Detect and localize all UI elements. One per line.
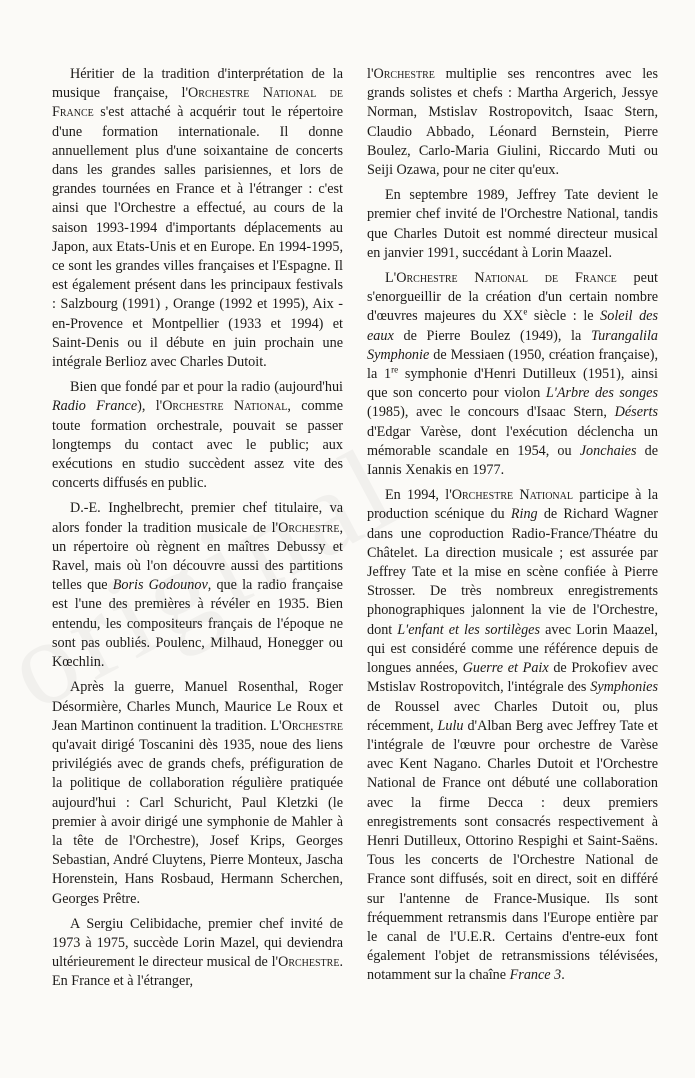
paragraph: En septembre 1989, Jeffrey Tate devient le premier chef invité de l'Orchestre National, tandis que Charles Dutoit est nommé directeur musical en janvier 1991, succédant à Lorin Maazel. [367, 187, 658, 261]
paragraph: A Sergiu Celibidache, premier chef invité de 1973 à 1975, succède Lorin Mazel, qui deviendra ultérieurement le directeur musical de l'Orchestre. En France et à l'étranger, [52, 915, 343, 990]
paragraph: L'Orchestre National de France peut s'enorgueillir de la création d'un certain nombre d'œuvres majeures du XXe siècle : le Soleil des eaux de Pierre Boulez (1949), la Turangalila Symphonie de Messiaen (1950, création française), la 1re symphonie d'Henri Dutilleux (1951), ainsi que son concerto pour violon L'Arbre des songes (1985), avec le concours d'Isaac Stern, Déserts d'Edgar Varèse, dont l'exécution déclencha un mémorable scandale en 1954, ou Jonchaies de Iannis Xenakis en 1977. [367, 270, 659, 479]
paragraph: Après la guerre, Manuel Rosenthal, Roger Désormière, Charles Munch, Maurice Le Roux et Jean Martinon continuent la tradition. L'Orchestre qu'avait dirigé Toscanini dès 1935, noue des liens privilégiés avec de grands chefs, préfiguration de la politique de collaboration régulière pratiquée aujourd'hui : Carl Schuricht, Paul Kletzki (le premier à avoir dirigé une symphonie de Mahler à la tête de l'Orchestre), Josef Krips, Georges Sebastian, André Cluytens, Pierre Monteux, Jascha Horenstein, Hans Rosbaud, Hermann Scherchen, Georges Prêtre. [52, 679, 343, 907]
right-column [367, 65, 658, 992]
paragraph: En 1994, l'Orchestre National participe à la production scénique du Ring de Richard Wagner dans une coproduction Radio-France/Théatre du Châtelet. La direction musicale ; est assurée par Jeffrey Tate et la mise en scène confiée à Pierre Strosser. De très nombreux enregistrements phonographiques jalonnent la vie de l'Orchestre, dont L'enfant et les sortilèges avec Lorin Maazel, qui est considéré comme une référence depuis de longues années, Guerre et Paix de Prokofiev avec Mstislav Rostropovitch, l'intégrale des Symphonies de Roussel avec Charles Dutoit ou, plus récemment, Lulu d'Alban Berg avec Jeffrey Tate et l'intégrale de l'œuvre pour orchestre de Varèse avec Kent Nagano. Charles Dutoit et l'Orchestre National de France ont débuté une collaboration avec la firme Decca : deux premiers enregistrements sont consacrés respectivement à Henri Dutilleux, Ottorino Respighi et Saint-Saëns. Tous les concerts de l'Orchestre National de France sont diffusés, soit en direct, soit en différé sur l'antenne de France-Musique. Ils sont fréquemment retransmis dans l'Europe entière par le canal de l'U.E.R. Certains d'entre-eux font également l'objet de retransmissions télévisées, notamment sur la chaîne France 3. [367, 487, 658, 984]
paragraph: Héritier de la tradition d'interprétation de la musique française, l'Orchestre National de France s'est attaché à acquérir tout le répertoire d'une formation internationale. Il donne annuellement plus d'une soixantaine de concerts dans les grandes salles parisiennes, et lors de grandes tournées en France et à l'étranger : c'est ainsi que l'Orchestre a effectué, au cours de la saison 1993-1994 d'importants déplacements au Japon, aux Etats-Unis et en Europe. En 1994-1995, ce sont les grandes villes françaises et l'Espagne. Il est également présent dans les principaux festivals : Salzbourg (1991) , Orange (1992 et 1995), Aix -en-Provence et Montpellier (1933 et 1994) et Saint-Denis ou il débute en juin prochain une intégrale Berlioz avec Charles Dutoit. [52, 66, 343, 371]
paragraph: Bien que fondé par et pour la radio (aujourd'hui Radio France), l'Orchestre National, comme toute formation orchestrale, pouvait se passer longtemps du contact avec le public; aux exécutions en studio succèdent assez vite des concerts diffusés en public. [52, 379, 343, 492]
paragraph: D.-E. Inghelbrecht, premier chef titulaire, va alors fonder la tradition musicale de l'Orchestre, un répertoire où règnent en maîtres Debussy et Ravel, mais où l'on découvre aussi des partitions telles que Boris Godounov, que la radio française est l'une des premières à révéler en 1935. Bien entendu, les compositeurs français de l'époque ne sont pas oubliés. Poulenc, Milhaud, Honegger ou Kœchlin. [52, 500, 343, 671]
left-column [52, 65, 343, 998]
paragraph: l'Orchestre multiplie ses rencontres avec les grands solistes et chefs : Martha Argerich, Jessye Norman, Mstislav Rostropovitch, Isaac Stern, Claudio Abbado, Léonard Bernstein, Pierre Boulez, Carlo-Maria Giulini, Riccardo Muti ou Seiji Ozawa, pour ne citer qu'eux. [367, 66, 658, 179]
